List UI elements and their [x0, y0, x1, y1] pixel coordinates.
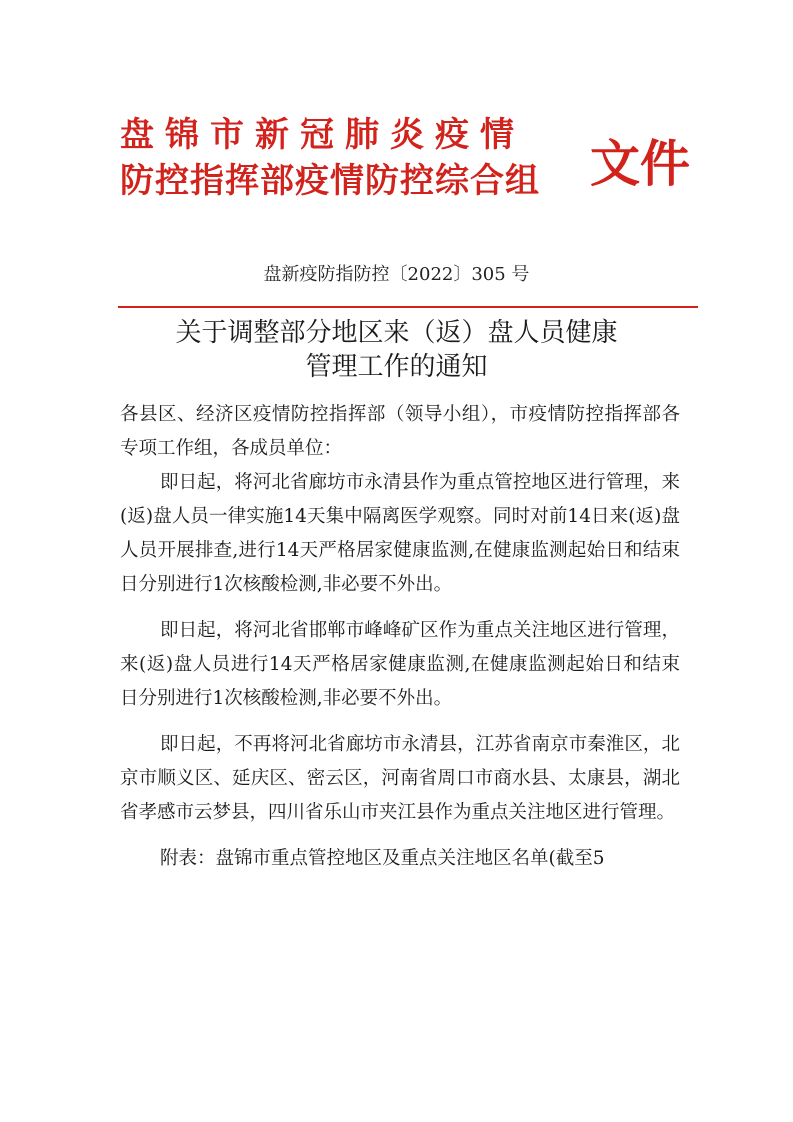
document-header	[120, 112, 690, 212]
issuer-line-2: 防控指挥部疫情防控综合组	[120, 161, 540, 201]
document-title	[0, 316, 793, 384]
attachment-note: 附表：盘锦市重点管控地区及重点关注地区名单(截至5	[160, 848, 605, 869]
paragraph-2: 即日起，将河北省邯郸市峰峰矿区作为重点关注地区进行管理，来(返)盘人员进行14天严格居家健康监测,在健康监测起始日和结束日分别进行1次核酸检测,非必要不外出。	[120, 620, 680, 709]
salutation: 各县区、经济区疫情防控指挥部（领导小组），市疫情防控指挥部各专项工作组，各成员单位：	[120, 404, 680, 459]
paragraph-1: 即日起，将河北省廊坊市永清县作为重点管控地区进行管理，来(返)盘人员一律实施14天集中隔离医学观察。同时对前14日来(返)盘人员开展排查,进行14天严格居家健康监测,在健康监测起始日和结束日分别进行1次核酸检测,非必要不外出。	[120, 472, 680, 595]
header-divider	[118, 306, 698, 308]
title-line-1: 关于调整部分地区来（返）盘人员健康	[175, 318, 618, 348]
issuer-name	[120, 112, 540, 204]
document-number: 盘新疫防指防控〔2022〕305 号	[263, 264, 530, 285]
issuer-line-1: 盘锦市新冠肺炎疫情	[120, 115, 525, 155]
document-body	[120, 398, 680, 876]
title-line-2: 管理工作的通知	[305, 352, 488, 382]
paragraph-3: 即日起，不再将河北省廊坊市永清县，江苏省南京市秦淮区，北京市顺义区、延庆区、密云区，河南省周口市商水县、太康县，湖北省孝感市云梦县，四川省乐山市夹江县作为重点关注地区进行管理。	[120, 734, 680, 823]
document-label: 文件	[590, 135, 690, 193]
